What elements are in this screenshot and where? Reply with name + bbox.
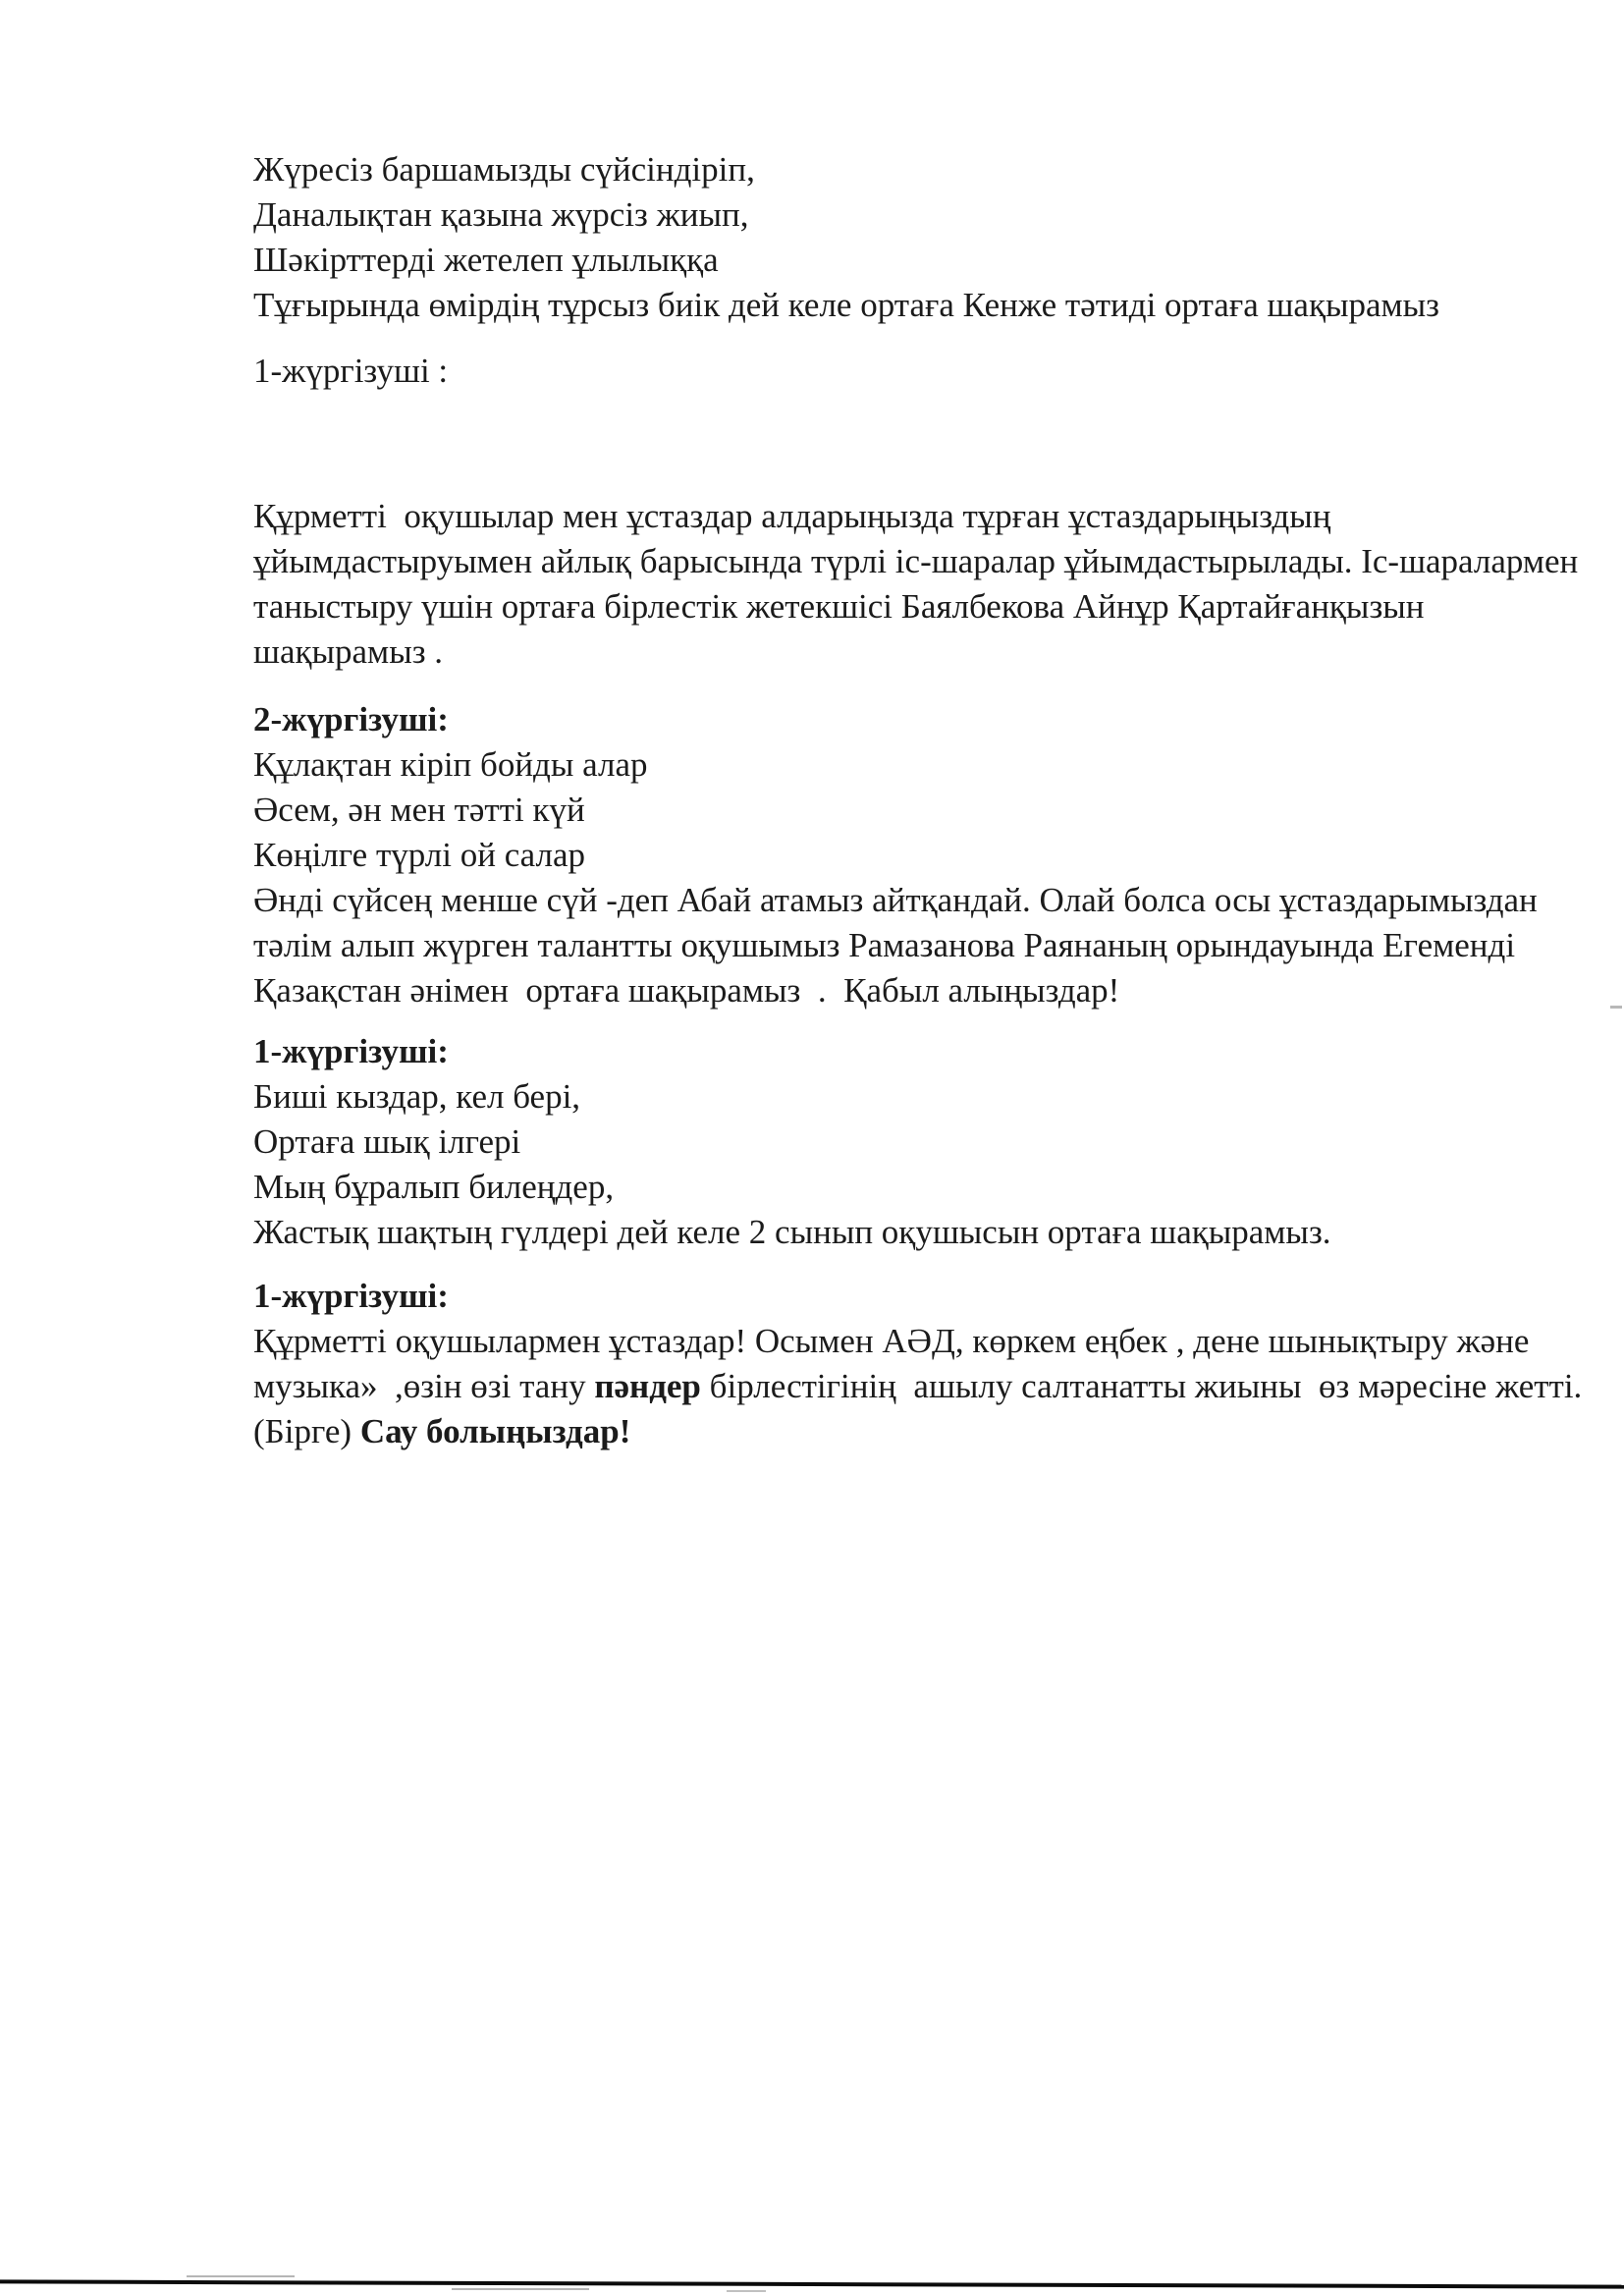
scan-artifact-bottom-line (0, 2279, 1624, 2288)
poem-line: Биші кыздар, кел бері, (253, 1077, 581, 1116)
intro-poem-block (253, 147, 1569, 328)
closing-text: бірлестігінің ашылу салтанатты жиыны өз мәресіне жетті. (700, 1367, 1583, 1405)
poem-line: Жүресіз баршамызды сүйсіндіріп, (253, 150, 755, 189)
poem-line: Шәкірттерді жетелеп ұлылыққа (253, 241, 719, 279)
paragraph-line: Қазақстан әнімен ортаға шақырамыз . Қабыл алыңыздар! (253, 971, 1120, 1010)
scan-artifact-margin-dash (1610, 1006, 1622, 1009)
closing-text-bold: Сау болыңыздар! (359, 1412, 631, 1450)
poem-line: Мың бұралып билеңдер, (253, 1168, 615, 1206)
closing-line (253, 1364, 1583, 1409)
host1-dance-block (253, 1029, 1569, 1255)
scan-artifact-ghost-line (727, 2290, 766, 2292)
paragraph-line: шақырамыз . (253, 632, 444, 671)
document-text-content (253, 147, 1583, 1454)
paragraph-line: Құрметті оқушылар мен ұстаздар алдарыңызда тұрған ұстаздарыңыздың (253, 497, 1331, 535)
scan-artifact-ghost-line (187, 2275, 295, 2277)
poem-line: Көңілге түрлі ой салар (253, 836, 586, 874)
paragraph-line: тәлім алып жүрген талантты оқушымыз Рамазанова Раянаның орындауында Егеменді (253, 926, 1516, 964)
closing-text: музыка» ,өзін өзі тану (253, 1367, 595, 1405)
paragraph-line: ұйымдастыруымен айлық барысында түрлі іс-шаралар ұйымдастырылады. Іс-шаралармен (253, 542, 1579, 580)
host-label: 1-жүргізуші : (253, 352, 449, 390)
paragraph-line: таныстыру үшін ортаға бірлестік жетекшісі Баялбекова Айнұр Қартайғанқызын (253, 587, 1425, 626)
host-label: 1-жүргізуші: (253, 1032, 449, 1070)
poem-line: Әсем, ән мен тәтті күй (253, 791, 585, 829)
scan-artifact-ghost-line (452, 2288, 589, 2290)
closing-line (253, 1409, 1569, 1454)
poem-line: Жастық шақтың гүлдері дей келе 2 сынып оқушысын ортаға шақырамыз. (253, 1213, 1331, 1251)
poem-line: Ортаға шық ілгері (253, 1122, 521, 1161)
closing-text: (Бірге) (253, 1412, 360, 1450)
host-label: 2-жүргізуші: (253, 700, 449, 738)
host1-paragraph-block (253, 494, 1579, 675)
poem-line: Құлақтан кіріп бойды алар (253, 745, 648, 784)
closing-line: Құрметті оқушылармен ұстаздар! Осымен АӘД, көркем еңбек , дене шынықтыру және (253, 1322, 1530, 1360)
poem-line: Тұғырында өмірдің тұрсыз биік дей келе ортаға Кенже тәтиді ортаға шақырамыз (253, 286, 1440, 324)
closing-text-bold: пәндер (594, 1367, 701, 1405)
paragraph-line: Әнді сүйсең менше сүй -деп Абай атамыз айтқандай. Олай болса осы ұстаздарымыздан (253, 881, 1538, 919)
poem-line: Даналықтан қазына жүрсіз жиып, (253, 195, 749, 234)
host2-block (253, 697, 1569, 1013)
host1-closing-block (253, 1274, 1583, 1454)
host1-intro-block (253, 349, 1569, 394)
host-label: 1-жүргізуші: (253, 1277, 449, 1315)
